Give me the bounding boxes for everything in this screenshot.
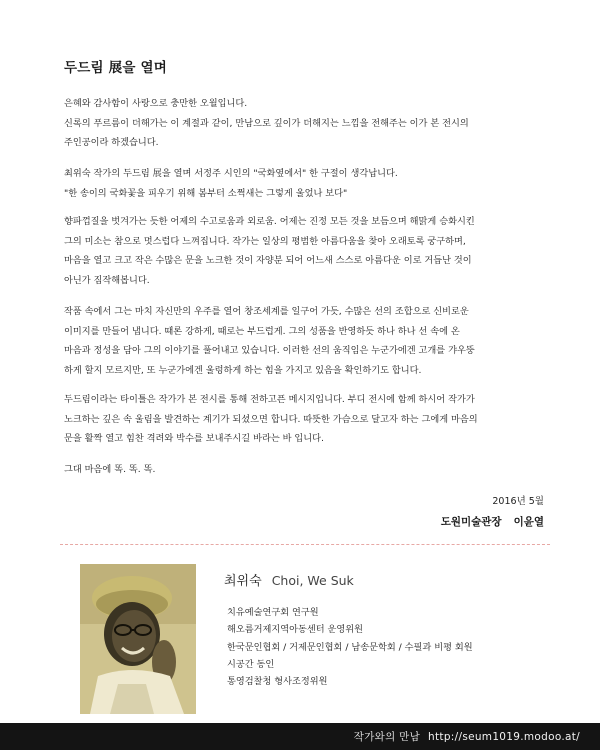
text-line: 그의 미소는 참으로 멋스럽다 느껴집니다. 작가는 일상의 평범한 아름다움을 찾아 오래토록 궁구하며, (64, 235, 466, 247)
letter-title: 두드림 展을 열며 (64, 60, 167, 76)
footer-url-link[interactable]: http://seum1019.modoo.at/ (428, 731, 580, 743)
signature (441, 514, 544, 529)
paragraph-2 (64, 164, 552, 203)
text-line: 노크하는 깊은 속 울림을 발견하는 계기가 되셨으면 합니다. 따뜻한 가슴으로 달고자 하는 그에게 마음의 (64, 413, 478, 425)
text-line: 신록의 푸르름이 더해가는 이 계절과 같이, 만남으로 깊이가 더해지는 느낌을 전해주는 이가 본 전시의 (64, 117, 469, 129)
text-line: 향파껍질을 벗겨가는 듯한 어제의 수고로움과 외로움. 어제는 진정 모든 것을 보듬으며 해맑게 승화시킨 (64, 216, 475, 227)
paragraph-1 (64, 94, 552, 153)
artist-roles (227, 604, 473, 690)
artist-name-korean: 최위숙 (224, 574, 262, 589)
paragraph-3 (64, 212, 552, 290)
paragraph-6 (64, 460, 552, 480)
artist-photo (80, 564, 196, 714)
section-divider (60, 544, 550, 545)
text-line: 아닌가 짐작해봅니다. (64, 274, 150, 286)
artist-name-english: Choi, We Suk (271, 573, 354, 588)
role-item: 한국문인협회 / 거제문인협회 / 남송문학회 / 수필과 비평 회원 (227, 641, 473, 653)
role-item: 치유예술연구회 연구원 (227, 607, 319, 618)
signature-org: 도원미술관장 (440, 516, 502, 528)
text-line: 이미지를 만들어 냅니다. 때론 강하게, 때로는 부드럽게. 그의 성품을 반영하듯 하나 하나 선 속에 온 (64, 325, 460, 337)
paragraph-4 (64, 302, 552, 380)
text-line: 주인공이라 하겠습니다. (64, 137, 159, 149)
signature-name: 이윤열 (513, 516, 544, 528)
text-line: 은혜와 감사함이 사랑으로 충만한 오월입니다. (64, 98, 248, 109)
text-line: 작품 속에서 그는 마치 자신만의 우주를 열어 창조세계를 일구어 가듯, 수많은 선의 조합으로 신비로운 (64, 306, 469, 317)
role-item: 통영검찰청 형사조정위원 (227, 676, 328, 688)
text-line: 두드림이라는 타이틀은 작가가 본 전시를 통해 전하고픈 메시지입니다. 부디 전시에 함께 하시어 작가가 (64, 394, 475, 405)
footer-label: 작가와의 만남 (353, 731, 421, 743)
text-line: 문을 활짝 열고 힘찬 격려와 박수를 보내주시길 바라는 바 입니다. (64, 433, 324, 445)
footer-bar (0, 723, 600, 750)
role-item: 시공간 동인 (227, 658, 275, 670)
text-line: 마음을 열고 크고 작은 수많은 문을 노크한 것이 자양분 되어 어느새 스스로 아름다운 이로 거듭난 것이 (64, 255, 472, 267)
text-line: 그대 마음에 똑. 똑. 똑. (64, 464, 156, 475)
letter-date: 2016년 5월 (492, 496, 544, 507)
paragraph-5 (64, 390, 552, 449)
role-item: 해오름거제지역아동센터 운영위원 (227, 624, 364, 636)
footer-text (354, 729, 580, 744)
text-line: "한 송이의 국화꽃을 피우기 위해 봄부터 소쩍새는 그렇게 울었나 보다" (64, 187, 348, 199)
text-line: 최위숙 작가의 두드림 展을 열며 서정주 시인의 "국화옆에서" 한 구절이 생각납니다. (64, 168, 398, 179)
text-line: 마음과 정성을 담아 그의 이야기를 풀어내고 있습니다. 이러한 선의 움직임은 누군가에겐 고개를 갸우뚱 (64, 345, 475, 357)
text-line: 하게 할지 모르지만, 또 누군가에겐 울렁하게 하는 힘을 가지고 있음을 확인하기도 합니다. (64, 364, 422, 376)
artist-name (224, 570, 354, 589)
